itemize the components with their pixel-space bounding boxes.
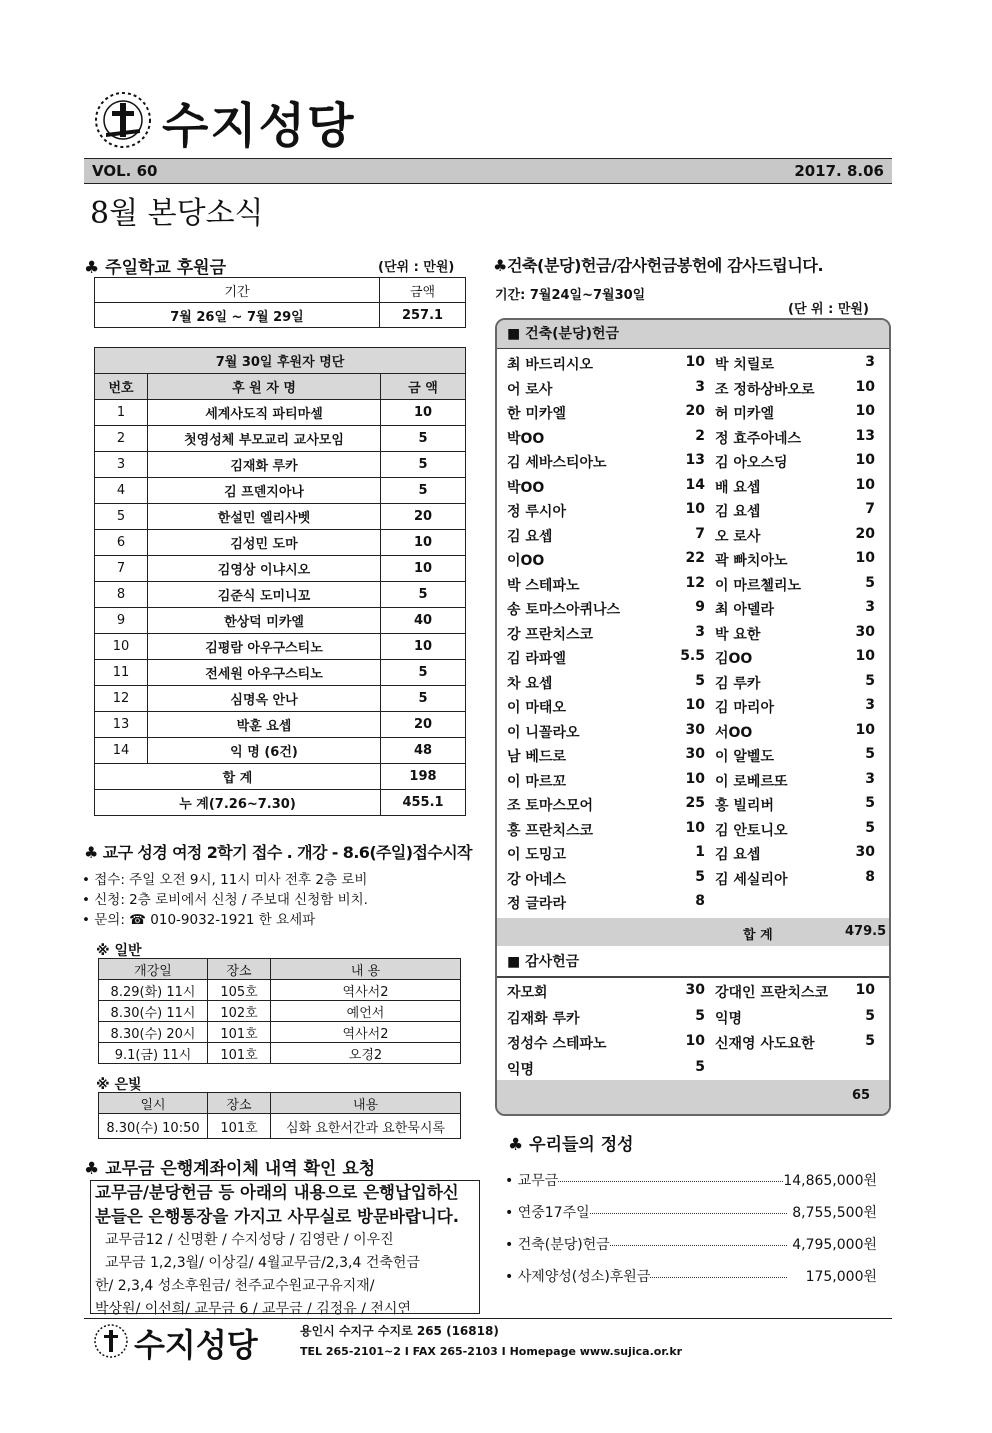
donor-amount: 10 xyxy=(685,501,705,517)
list-item xyxy=(507,1033,879,1055)
donor-name: 박 치릴로 xyxy=(715,357,774,373)
donor-amount: 10 xyxy=(381,400,466,426)
donor-amount: 8 xyxy=(695,893,705,909)
donor-amount: 3 xyxy=(695,623,705,640)
list-item xyxy=(507,982,879,1004)
donor-name: 한상덕 미카엘 xyxy=(148,608,381,634)
donor-name: 김 마리아 xyxy=(715,700,774,716)
donor-name: 김준식 도미니꼬 xyxy=(148,582,381,608)
bank-notice-line: 분들은 은행통장을 가지고 사무실로 방문바랍니다. xyxy=(95,1207,459,1226)
donor-name: 박훈 요셉 xyxy=(148,712,381,738)
donor-amount: 10 xyxy=(685,819,705,836)
donor-no: 7 xyxy=(95,556,148,582)
donor-no: 12 xyxy=(95,686,148,712)
donor-amount: 10 xyxy=(855,721,875,738)
donor-amount: 5.5 xyxy=(680,648,705,664)
donor-name: 김 라파엘 xyxy=(507,651,566,667)
table-row xyxy=(95,400,466,426)
period-label: 기간 xyxy=(95,278,380,303)
general-place: 105호 xyxy=(208,980,271,1001)
donor-amount: 7 xyxy=(695,525,705,542)
building-offering-box xyxy=(495,318,891,1116)
donor-amount: 20 xyxy=(381,504,466,530)
general-place: 102호 xyxy=(208,1001,271,1022)
donor-amount: 13 xyxy=(685,452,705,468)
donor-name: 김재화 루카 xyxy=(148,452,381,478)
col-name: 후 원 자 명 xyxy=(148,374,381,400)
general-content: 오경2 xyxy=(271,1043,461,1064)
donor-amount: 5 xyxy=(865,672,875,689)
general-content: 역사서2 xyxy=(271,1022,461,1043)
donor-name: 오 로사 xyxy=(715,528,761,545)
cross-emblem-icon xyxy=(92,89,154,151)
general-content: 예언서 xyxy=(271,1001,461,1022)
list-item xyxy=(507,820,879,842)
donor-amount: 9 xyxy=(695,599,705,615)
donor-amount: 3 xyxy=(865,697,875,713)
donor-name: 첫영성체 부모교리 교사모임 xyxy=(148,426,381,452)
donor-amount: 30 xyxy=(685,982,705,998)
offering-amount: 175,000원 xyxy=(806,1266,877,1286)
offering-item xyxy=(505,1266,877,1288)
period-table xyxy=(94,277,466,328)
donor-amount: 22 xyxy=(685,550,705,566)
donor-amount: 14 xyxy=(685,476,705,493)
list-item xyxy=(507,1008,879,1030)
table-row xyxy=(99,1022,461,1043)
col-place: 장소 xyxy=(208,959,271,980)
donor-name: 김 루카 xyxy=(715,675,761,692)
donor-amount: 30 xyxy=(855,623,875,640)
thanks-sum-value: 65 xyxy=(852,1088,871,1103)
list-item xyxy=(507,428,879,450)
offering-label: • 건축(분당)헌금 xyxy=(505,1237,610,1253)
list-item xyxy=(507,599,879,621)
sunday-school-unit: (단위 : 만원) xyxy=(378,260,455,275)
general-date: 8.30(수) 11시 xyxy=(99,1001,208,1022)
table-row xyxy=(95,452,466,478)
donor-table xyxy=(94,347,466,816)
homepage-link[interactable]: www.sujica.or.kr xyxy=(579,1345,683,1358)
donor-amount: 8 xyxy=(865,868,875,885)
donor-amount: 40 xyxy=(381,608,466,634)
donor-name: 김 세바스티아노 xyxy=(507,455,607,471)
donor-name: 김평람 아우구스티노 xyxy=(148,634,381,660)
table-row xyxy=(95,504,466,530)
period-value: 7월 26일 ~ 7월 29일 xyxy=(95,303,380,328)
donor-name: 홍 빌리버 xyxy=(715,798,774,814)
bank-notice-box xyxy=(90,1180,480,1317)
silver-label: ※ 은빛 xyxy=(96,1077,142,1093)
bible-bullet: • 접수: 주일 오전 9시, 11시 미사 전후 2층 로비 xyxy=(82,872,368,888)
donor-no: 11 xyxy=(95,660,148,686)
donor-amount: 10 xyxy=(685,354,705,370)
donor-name: 익명 xyxy=(715,1010,743,1027)
list-item xyxy=(507,869,879,891)
donor-amount: 25 xyxy=(685,795,705,811)
donor-no: 5 xyxy=(95,504,148,530)
donor-amount: 5 xyxy=(865,574,875,591)
donor-amount: 5 xyxy=(381,478,466,504)
donor-no: 9 xyxy=(95,608,148,634)
donor-name: 정 글라라 xyxy=(507,896,566,912)
col-content: 내용 xyxy=(271,1093,461,1114)
offering-heading: ♣ 우리들의 정성 xyxy=(508,1135,634,1155)
donor-amount: 5 xyxy=(865,746,875,762)
list-item xyxy=(507,893,879,915)
donor-name: 강 아네스 xyxy=(507,871,566,888)
list-item xyxy=(507,403,879,425)
donor-name: 이OO xyxy=(507,553,545,569)
donor-amount: 5 xyxy=(865,1007,875,1024)
donor-amount: 10 xyxy=(381,530,466,556)
footer-divider xyxy=(84,1318,892,1319)
donor-name: 조 토마스모어 xyxy=(507,798,594,814)
donor-amount: 5 xyxy=(381,582,466,608)
table-row xyxy=(95,712,466,738)
donor-no: 14 xyxy=(95,738,148,764)
parish-logo xyxy=(92,85,422,155)
building-subheading: ■ 건축(분당)헌금 xyxy=(497,320,889,349)
donor-amount: 10 xyxy=(855,982,875,998)
donor-amount: 30 xyxy=(855,844,875,860)
offering-label: • 사제양성(성소)후원금 xyxy=(505,1269,651,1285)
donor-amount: 10 xyxy=(381,556,466,582)
donor-amount: 3 xyxy=(865,599,875,615)
building-heading: ♣건축(분당)헌금/감사헌금봉헌에 감사드립니다. xyxy=(493,256,824,275)
donor-name: 세계사도직 파티마셀 xyxy=(148,400,381,426)
donor-name: 김성민 도마 xyxy=(148,530,381,556)
col-date: 개강일 xyxy=(99,959,208,980)
general-table xyxy=(98,958,461,1064)
building-period: 기간: 7월24일~7월30일 xyxy=(495,288,646,303)
donor-amount: 5 xyxy=(695,1058,705,1075)
donor-amount: 5 xyxy=(865,819,875,836)
donor-no: 6 xyxy=(95,530,148,556)
footer-address: 용인시 수지구 수지로 265 (16818) xyxy=(300,1324,499,1338)
donor-name: 김영상 이냐시오 xyxy=(148,556,381,582)
list-item xyxy=(507,746,879,768)
donor-amount: 20 xyxy=(855,525,875,542)
donor-name: 이 마르꼬 xyxy=(507,773,566,790)
donor-amount: 10 xyxy=(685,697,705,713)
amount-label: 금액 xyxy=(380,278,466,303)
list-item xyxy=(507,673,879,695)
donor-amount: 10 xyxy=(855,378,875,395)
general-label: ※ 일반 xyxy=(96,943,142,959)
table-row xyxy=(95,686,466,712)
footer-contact xyxy=(300,1345,682,1358)
donor-amount: 2 xyxy=(695,427,705,444)
donor-name: 심명옥 안나 xyxy=(148,686,381,712)
bible-bullets xyxy=(82,870,368,930)
offering-label: • 연중17주일 xyxy=(505,1205,590,1221)
donor-name: 강 프란치스코 xyxy=(507,626,594,643)
donor-name: 김OO xyxy=(715,651,753,667)
col-content: 내 용 xyxy=(271,959,461,980)
cumulative-value: 455.1 xyxy=(381,790,466,816)
donor-name: 허 미카엘 xyxy=(715,406,774,422)
silver-content: 심화 요한서간과 요한묵시록 xyxy=(271,1114,461,1139)
table-row xyxy=(95,556,466,582)
donor-amount: 10 xyxy=(855,452,875,468)
table-row xyxy=(95,530,466,556)
general-date: 8.29(화) 11시 xyxy=(99,980,208,1001)
donor-amount: 5 xyxy=(381,452,466,478)
list-item xyxy=(507,354,879,376)
donor-name: 이 로베르또 xyxy=(715,773,788,790)
donor-name: 익 명 (6건) xyxy=(148,738,381,764)
table-row xyxy=(99,1001,461,1022)
donor-name: 정성수 스테파노 xyxy=(507,1036,607,1052)
donor-amount: 5 xyxy=(381,686,466,712)
donor-amount: 10 xyxy=(685,770,705,787)
donor-amount: 5 xyxy=(381,426,466,452)
donor-name: 박OO xyxy=(507,430,545,447)
donor-no: 1 xyxy=(95,400,148,426)
donor-name: 김 프덴지아나 xyxy=(148,478,381,504)
donor-name: 박OO xyxy=(507,479,545,496)
col-amount: 금 액 xyxy=(381,374,466,400)
building-unit: (단 위 : 만원) xyxy=(788,302,869,317)
donor-name: 김 요셉 xyxy=(507,528,553,545)
bank-heading: ♣ 교무금 은행계좌이체 내역 확인 요청 xyxy=(84,1159,376,1179)
donor-amount: 1 xyxy=(695,844,705,860)
offering-amount: 14,865,000원 xyxy=(783,1170,877,1190)
offering-amount: 8,755,500원 xyxy=(792,1202,877,1222)
bank-detail-line: 교무금 1,2,3월/ 이상길/ 4월교무금/2,3,4 건축헌금 xyxy=(105,1255,420,1271)
donor-name: 조 정하상바오로 xyxy=(715,381,815,398)
issue-date: 2017. 8.06 xyxy=(794,162,884,180)
sum-label: 합 계 xyxy=(95,764,381,790)
bank-notice-line: 교무금/분당헌금 등 아래의 내용으로 은행납입하신 xyxy=(95,1183,459,1202)
thanks-total-bar xyxy=(497,1080,889,1114)
donor-name: 정 효주아네스 xyxy=(715,430,802,447)
donor-name: 박 스테파노 xyxy=(507,577,580,594)
list-item xyxy=(507,575,879,597)
donor-name: 배 요셉 xyxy=(715,479,761,496)
list-item xyxy=(507,452,879,474)
offering-item xyxy=(505,1170,877,1192)
donor-amount: 5 xyxy=(695,1007,705,1024)
donor-name: 김 요셉 xyxy=(715,504,761,520)
donor-amount: 10 xyxy=(685,1033,705,1049)
donor-amount: 5 xyxy=(865,795,875,811)
list-item xyxy=(507,477,879,499)
donor-name: 차 요셉 xyxy=(507,675,553,692)
donor-name: 최 바드리시오 xyxy=(507,357,594,373)
donor-name: 이 니꼴라오 xyxy=(507,724,580,741)
donor-amount: 7 xyxy=(865,501,875,517)
page-title: 8월 본당소식 xyxy=(90,196,264,231)
sunday-school-heading: ♣ 주일학교 후원금 xyxy=(84,258,227,278)
list-item xyxy=(507,648,879,670)
building-sum-label: 합 계 xyxy=(743,928,773,943)
donor-amount: 3 xyxy=(695,378,705,395)
list-item xyxy=(507,722,879,744)
building-sum-value: 479.5 xyxy=(845,924,887,939)
volume-number: VOL. 60 xyxy=(92,162,158,180)
silver-place: 101호 xyxy=(208,1114,271,1139)
donor-name: 송 토마스아퀴나스 xyxy=(507,602,621,618)
donor-amount: 10 xyxy=(855,403,875,419)
donor-amount: 30 xyxy=(685,746,705,762)
donor-name: 김 세실리아 xyxy=(715,871,788,888)
donor-name: 전세원 아우구스티노 xyxy=(148,660,381,686)
donor-no: 8 xyxy=(95,582,148,608)
table-row xyxy=(95,608,466,634)
donor-amount: 5 xyxy=(695,672,705,689)
bible-heading: ♣ 교구 성경 여정 2학기 접수 . 개강 - 8.6(주일)접수시작 xyxy=(84,843,472,862)
donor-name: 김재화 루카 xyxy=(507,1010,580,1027)
list-item xyxy=(507,697,879,719)
list-item xyxy=(507,379,879,401)
donor-name: 이 마태오 xyxy=(507,700,566,716)
donor-name: 신재영 사도요한 xyxy=(715,1036,815,1052)
general-place: 101호 xyxy=(208,1022,271,1043)
donor-name: 한 미카엘 xyxy=(507,406,566,422)
list-item xyxy=(507,501,879,523)
donor-name: 익명 xyxy=(507,1061,535,1078)
table-row xyxy=(95,660,466,686)
offering-item xyxy=(505,1234,877,1256)
donor-no: 2 xyxy=(95,426,148,452)
silver-date: 8.30(수) 10:50 xyxy=(99,1114,208,1139)
donor-name: 한설민 엘리사벳 xyxy=(148,504,381,530)
donor-name: 어 로사 xyxy=(507,381,553,398)
general-place: 101호 xyxy=(208,1043,271,1064)
bible-bullet: • 문의: ☎ 010-9032-1921 한 요세파 xyxy=(82,912,316,928)
offering-label: • 교무금 xyxy=(505,1173,559,1189)
table-row xyxy=(95,582,466,608)
sum-value: 198 xyxy=(381,764,466,790)
offering-amount: 4,795,000원 xyxy=(792,1234,877,1254)
col-date: 일시 xyxy=(99,1093,208,1114)
donor-no: 4 xyxy=(95,478,148,504)
donor-amount: 5 xyxy=(381,660,466,686)
donor-amount: 20 xyxy=(685,403,705,419)
donor-list-caption: 7월 30일 후원자 명단 xyxy=(95,348,466,374)
parish-title: 수지성당 xyxy=(162,98,356,154)
donor-name: 남 베드로 xyxy=(507,749,566,765)
list-item xyxy=(507,550,879,572)
donor-amount: 10 xyxy=(855,476,875,493)
table-row xyxy=(95,426,466,452)
donor-amount: 10 xyxy=(855,550,875,566)
amount-value: 257.1 xyxy=(380,303,466,328)
cross-emblem-icon xyxy=(92,1322,130,1360)
donor-amount: 10 xyxy=(855,648,875,664)
donor-name: 강대인 프란치스코 xyxy=(715,985,829,1001)
donor-amount: 3 xyxy=(865,354,875,370)
silver-table xyxy=(98,1092,461,1139)
donor-name: 곽 빠치아노 xyxy=(715,553,788,569)
list-item xyxy=(507,526,879,548)
table-row xyxy=(95,738,466,764)
donor-name: 정 루시아 xyxy=(507,504,566,520)
donor-amount: 20 xyxy=(381,712,466,738)
donor-name: 이 알벨도 xyxy=(715,749,774,765)
donor-name: 홍 프란치스코 xyxy=(507,822,594,839)
donor-no: 10 xyxy=(95,634,148,660)
thanks-subheading: ■ 감사헌금 xyxy=(497,948,889,978)
col-place: 장소 xyxy=(208,1093,271,1114)
donor-amount: 5 xyxy=(865,1033,875,1049)
table-row xyxy=(99,980,461,1001)
donor-amount: 3 xyxy=(865,770,875,787)
bible-bullet: • 신청: 2층 로비에서 신청 / 주보대 신청함 비치. xyxy=(82,892,368,908)
table-row xyxy=(95,634,466,660)
donor-name: 박 요한 xyxy=(715,626,761,643)
donor-no: 13 xyxy=(95,712,148,738)
list-item xyxy=(507,624,879,646)
donor-name: 서OO xyxy=(715,724,753,741)
donor-amount: 48 xyxy=(381,738,466,764)
donor-name: 이 도밍고 xyxy=(507,847,566,863)
general-date: 9.1(금) 11시 xyxy=(99,1043,208,1064)
bank-detail-line: 한/ 2,3,4 성소후원금/ 천주교수원교구유지재/ xyxy=(95,1278,375,1294)
donor-amount: 5 xyxy=(695,868,705,885)
donor-name: 김 안토니오 xyxy=(715,822,788,839)
bank-detail-line: 교무금12 / 신명환 / 수지성당 / 김영란 / 이우진 xyxy=(105,1232,394,1248)
donor-amount: 30 xyxy=(685,721,705,738)
list-item xyxy=(507,771,879,793)
donor-name: 이 마르첼리노 xyxy=(715,577,802,594)
bank-detail-line: 박상원/ 이선희/ 교무금 6 / 교무금 / 김정유 / 전시연 xyxy=(95,1301,411,1317)
donor-name: 자모회 xyxy=(507,985,548,1001)
table-row xyxy=(95,478,466,504)
donor-amount: 13 xyxy=(855,427,875,444)
donor-amount: 12 xyxy=(685,574,705,591)
list-item xyxy=(507,844,879,866)
donor-no: 3 xyxy=(95,452,148,478)
col-no: 번호 xyxy=(95,374,148,400)
volume-bar xyxy=(84,158,892,184)
general-date: 8.30(수) 20시 xyxy=(99,1022,208,1043)
donor-name: 김 요셉 xyxy=(715,847,761,863)
cumulative-label: 누 계(7.26~7.30) xyxy=(95,790,381,816)
footer-contact-text: TEL 265-2101~2 I FAX 265-2103 I Homepage xyxy=(300,1345,576,1358)
building-total-bar xyxy=(497,918,889,946)
donor-name: 최 아델라 xyxy=(715,602,774,618)
list-item xyxy=(507,795,879,817)
donor-name: 김 아오스딩 xyxy=(715,455,788,471)
footer-title: 수지성당 xyxy=(134,1326,258,1364)
general-content: 역사서2 xyxy=(271,980,461,1001)
donor-amount: 10 xyxy=(381,634,466,660)
offering-item xyxy=(505,1202,877,1224)
list-item xyxy=(507,1059,879,1081)
table-row xyxy=(99,1043,461,1064)
